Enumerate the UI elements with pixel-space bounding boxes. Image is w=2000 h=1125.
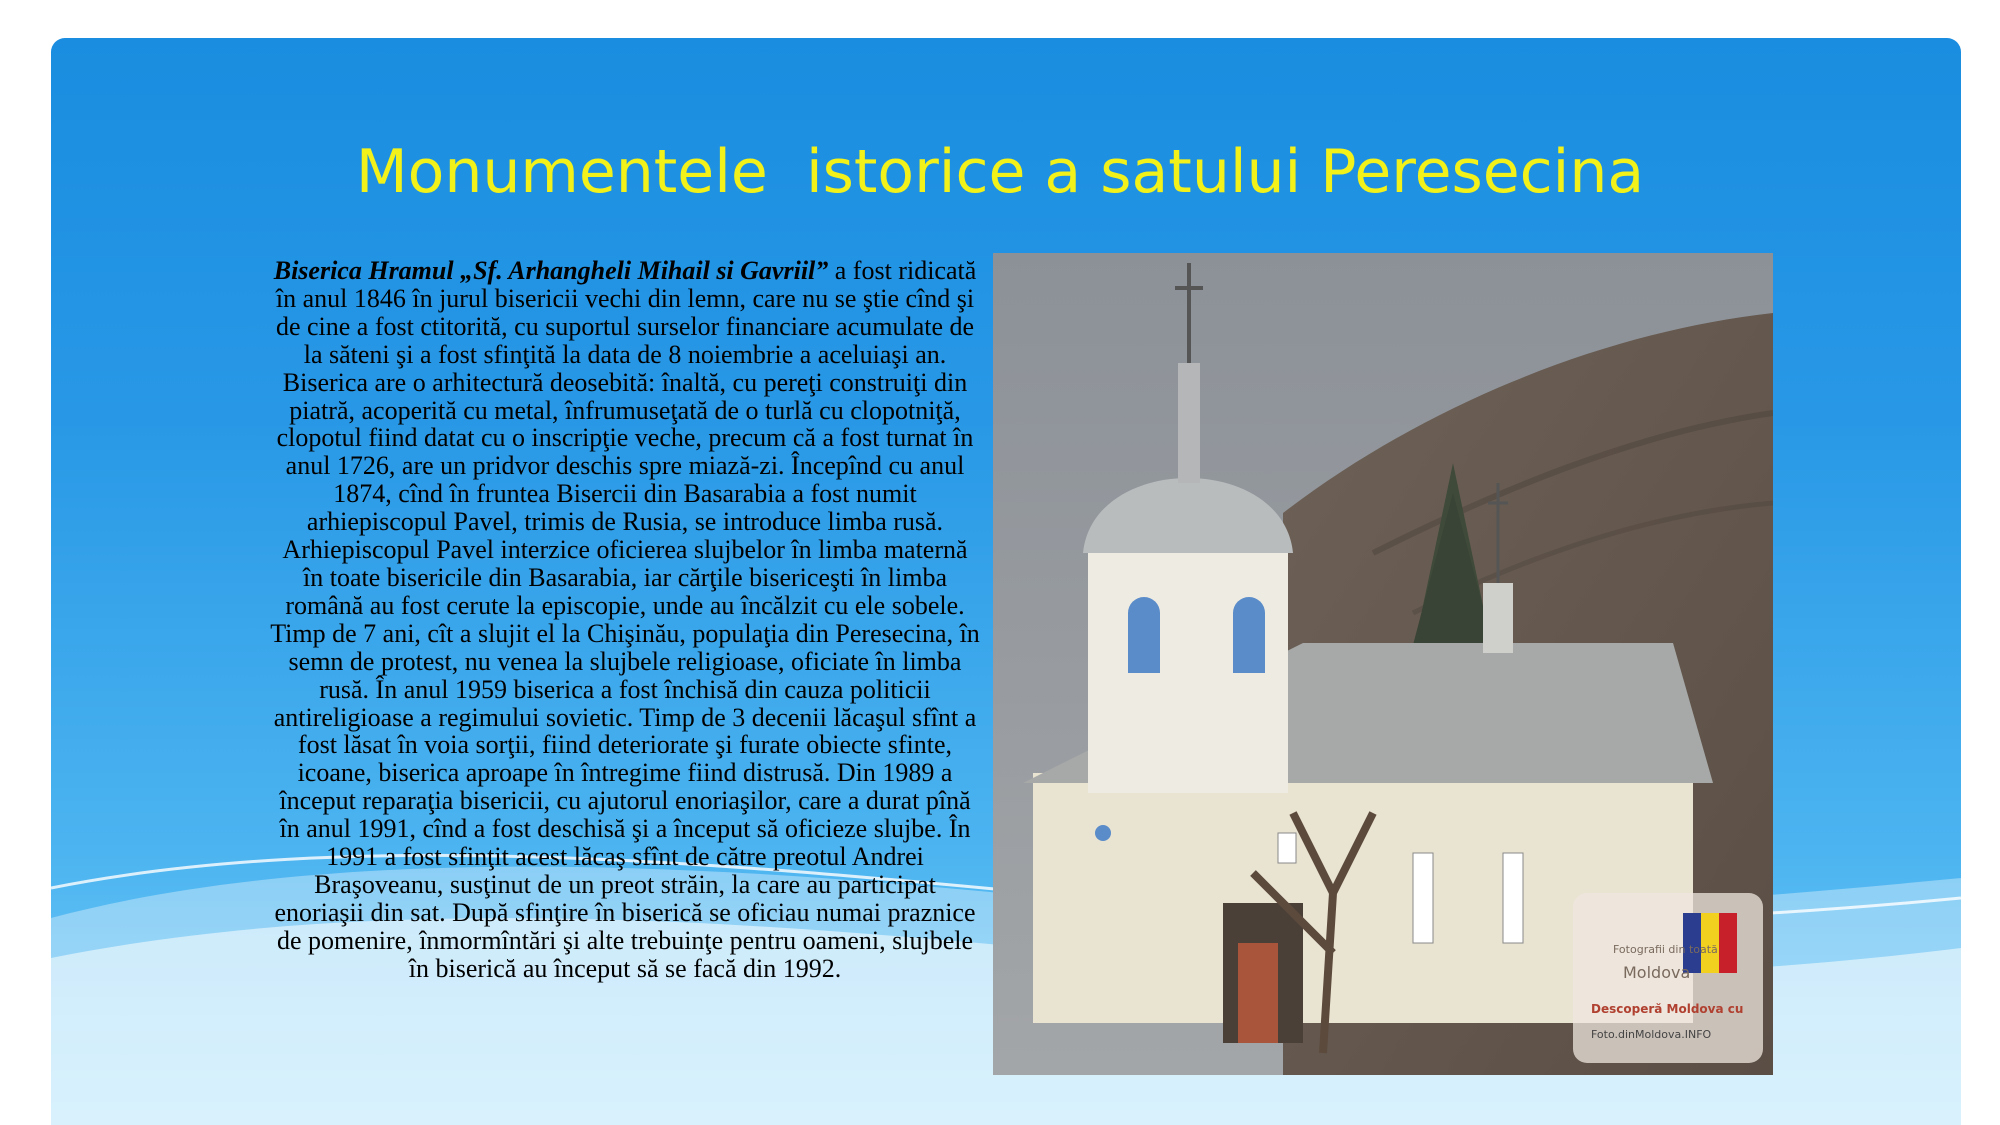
watermark-line-4: Foto.dinMoldova.INFO — [1591, 1028, 1712, 1041]
slide-title: Monumentele istorice a satului Peresecina — [355, 137, 1645, 207]
body-paragraph — [270, 257, 980, 983]
history-text: a fost ridicată în anul 1846 în jurul bisericii vechi din lemn, care nu se ştie cînd şi de cine a fost ctitorită, cu suportul surselor financiare acumulate de la săteni şi a fost sfinţită la data de 8 noiembrie a aceluiaşi an. Biserica are o arhitectură deosebită: înaltă, cu pereţi construiţi din piatră, acoperită cu metal, înfrumuseţată de o turlă cu clopotniţă, clopotul fiind datat cu o inscripţie veche, precum că a fost turnat în anul 1726, are un pridvor deschis spre miază-zi. Începînd cu anul 1874, cînd în fruntea Bisercii din Basarabia a fost numit arhiepiscopul Pavel, trimis de Rusia, se introduce limba rusă. Arhiepiscopul Pavel interzice oficierea slujbelor în limba maternă în toate bisericile din Basarabia, iar cărţile bisericeşti în limba română au fost cerute la episcopie, unde au încălzit cu ele sobele. Timp de 7 ani, cît a slujit el la Chişinău, populaţia din Peresecina, în semn de protest, nu venea la slujbele religioase, oficiate în limba rusă. În anul 1959 biserica a fost închisă din cauza politicii antireligioase a regimului sovietic. Timp de 3 decenii lăcaşul sfînt a fost lăsat în voia sorţii, fiind deteriorate şi furate obiecte sfinte, icoane, biserica aproape în întregime fiind distrusă. Din 1989 a început reparaţia bisericii, cu ajutorul enoriaşilor, care a durat pînă în anul 1991, cînd a fost deschisă şi a început să oficieze slujbe. În 1991 a fost sfinţit acest lăcaş sfînt de către preotul Andrei Braşoveanu, susţinut de un preot străin, la care au participat enoriaşii din sat. După sfinţire în biserică se oficiau numai praznice de pomenire, înmormîntări şi alte trebuinţe pentru oameni, slujbele în biserică au început să se facă din 1992. — [270, 256, 980, 983]
church-name-lead: Biserica Hramul „Sf. Arhangheli Mihail si Gavriil” — [273, 256, 829, 285]
church-photo — [993, 253, 1773, 1075]
watermark-line-3: Descoperă Moldova cu — [1591, 1002, 1744, 1016]
watermark-line-2: Moldova — [1623, 963, 1691, 982]
watermark-line-1: Fotografii din toată — [1613, 943, 1718, 956]
church-illustration — [993, 253, 1773, 1075]
